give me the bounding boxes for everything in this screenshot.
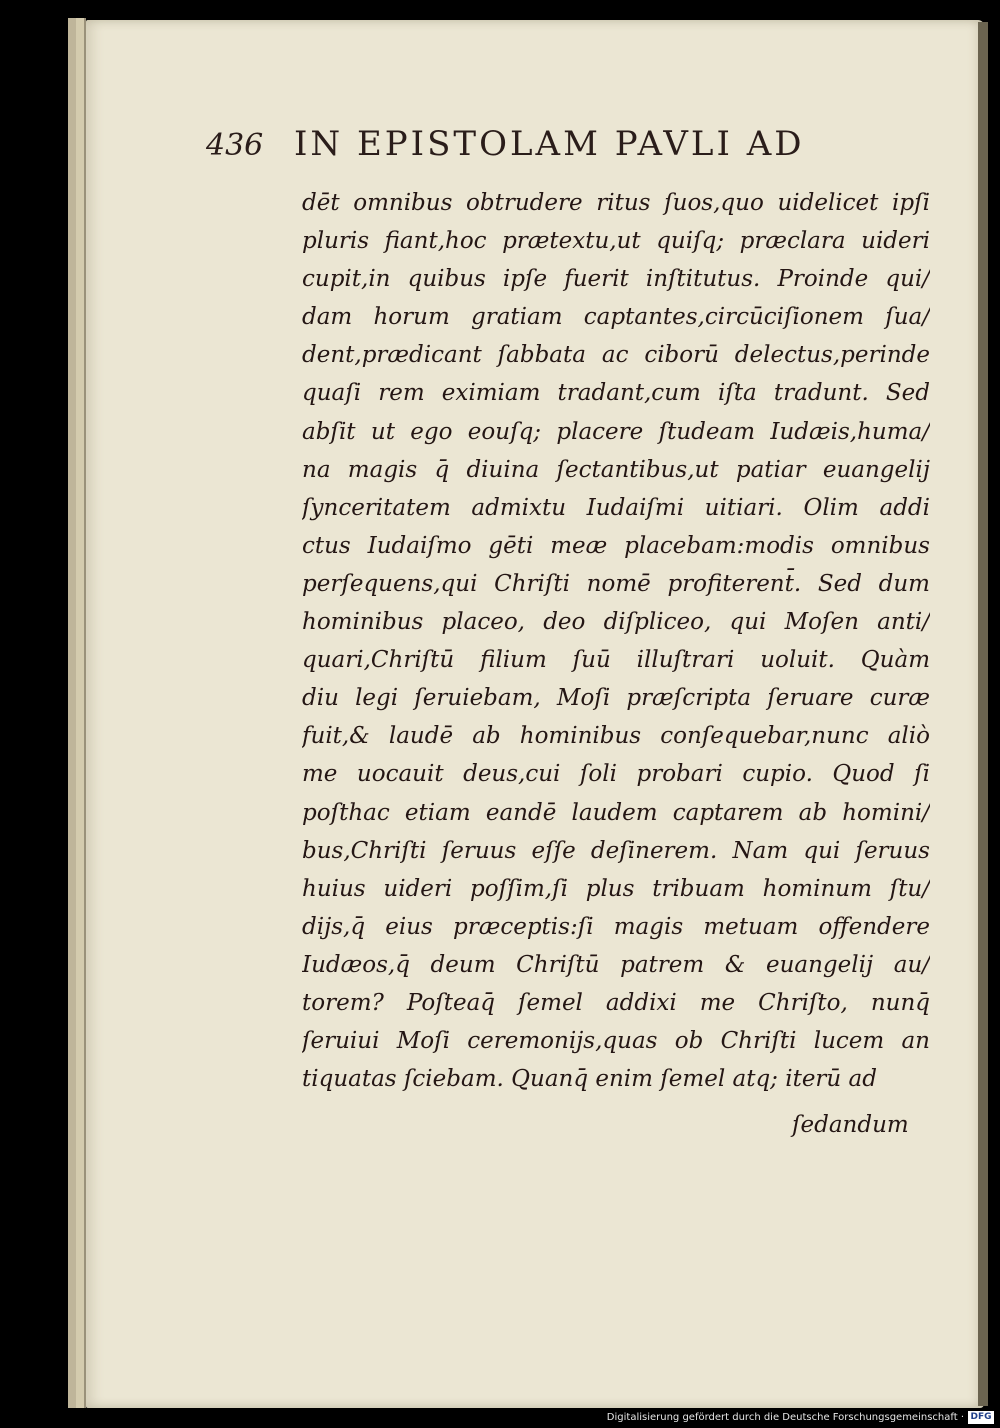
gutter-shadow <box>978 22 988 1406</box>
text-line: ſeruiui Moſi ceremonijs,quas ob Chriſti lucem an <box>302 1028 930 1055</box>
dfg-logo-icon: DFG <box>968 1411 994 1424</box>
text-line: na magis q̄ diuina ſectantibus,ut patiar euangelij <box>302 456 930 483</box>
text-line: bus,Chriſti ſeruus eſſe deſinerem. Nam qui ſeruus <box>302 837 930 864</box>
text-line: dent,prædicant ſabbata ac ciborū delectus,perinde <box>302 342 930 369</box>
running-title: IN EPISTOLAM PAVLI AD <box>294 124 805 164</box>
text-line: quaſi rem eximiam tradant,cum iſta tradunt. Sed <box>302 380 930 407</box>
text-line: tiquatas ſciebam. Quanq̄ enim ſemel atq; iterū ad <box>302 1066 877 1093</box>
text-line: abſit ut ego eouſq; placere ſtudeam Iudæis,huma/ <box>302 418 930 445</box>
text-line: ctus Iudaiſmo gēti meæ placebam:modis omnibus <box>302 532 930 559</box>
page-number: 436 <box>206 128 264 163</box>
text-line: perſequens,qui Chriſti nomē profiterent̄. Sed dum <box>302 570 930 597</box>
text-line: quari,Chriſtū filium ſuū illuſtrari uoluit. Quàm <box>302 647 930 674</box>
digitization-credit: Digitalisierung gefördert durch die Deutsche Forschungsgemeinschaft · <box>606 1412 964 1423</box>
text-line: Iudæos,q̄ deum Chriſtū patrem & euangelij au/ <box>302 951 930 978</box>
text-line: cupit,in quibus ipſe fuerit inſtitutus. Proinde qui/ <box>302 266 930 293</box>
body-text-block <box>302 184 930 1098</box>
text-line: me uocauit deus,cui ſoli probari cupio. Quod ſi <box>302 761 930 788</box>
text-line: huius uideri poſſim,ſi plus tribuam hominum ſtu/ <box>302 875 930 902</box>
text-line: poſthac etiam eandē laudem captarem ab homini/ <box>302 799 930 826</box>
text-line: diu legi ſeruiebam, Moſi præſcripta ſeruare curæ <box>302 685 930 712</box>
running-head <box>206 124 906 180</box>
text-line: torem? Poſteaq̄ ſemel addixi me Chriſto, nunq̄ <box>302 989 930 1016</box>
text-line: dam horum gratiam captantes,circūciſionem ſua/ <box>302 304 930 331</box>
text-line: hominibus placeo, deo diſpliceo, qui Moſen anti/ <box>302 609 930 636</box>
page-stack-edge-inner <box>76 18 84 1408</box>
text-line: pluris fiant,hoc prætextu,ut quiſq; præclara uideri <box>302 228 930 255</box>
catchword: ſedandum <box>792 1112 909 1138</box>
page-stack-edge <box>68 18 76 1408</box>
text-line: dēt omnibus obtrudere ritus ſuos,quo uidelicet ipſi <box>302 190 930 216</box>
text-line: dijs,q̄ eius præceptis:ſi magis metuam offendere <box>302 913 930 940</box>
text-line: ſynceritatem admixtu Iudaiſmi uitiari. Olim addi <box>302 494 930 521</box>
text-line: fuit,& laudē ab hominibus conſequebar,nunc aliò <box>302 723 930 750</box>
